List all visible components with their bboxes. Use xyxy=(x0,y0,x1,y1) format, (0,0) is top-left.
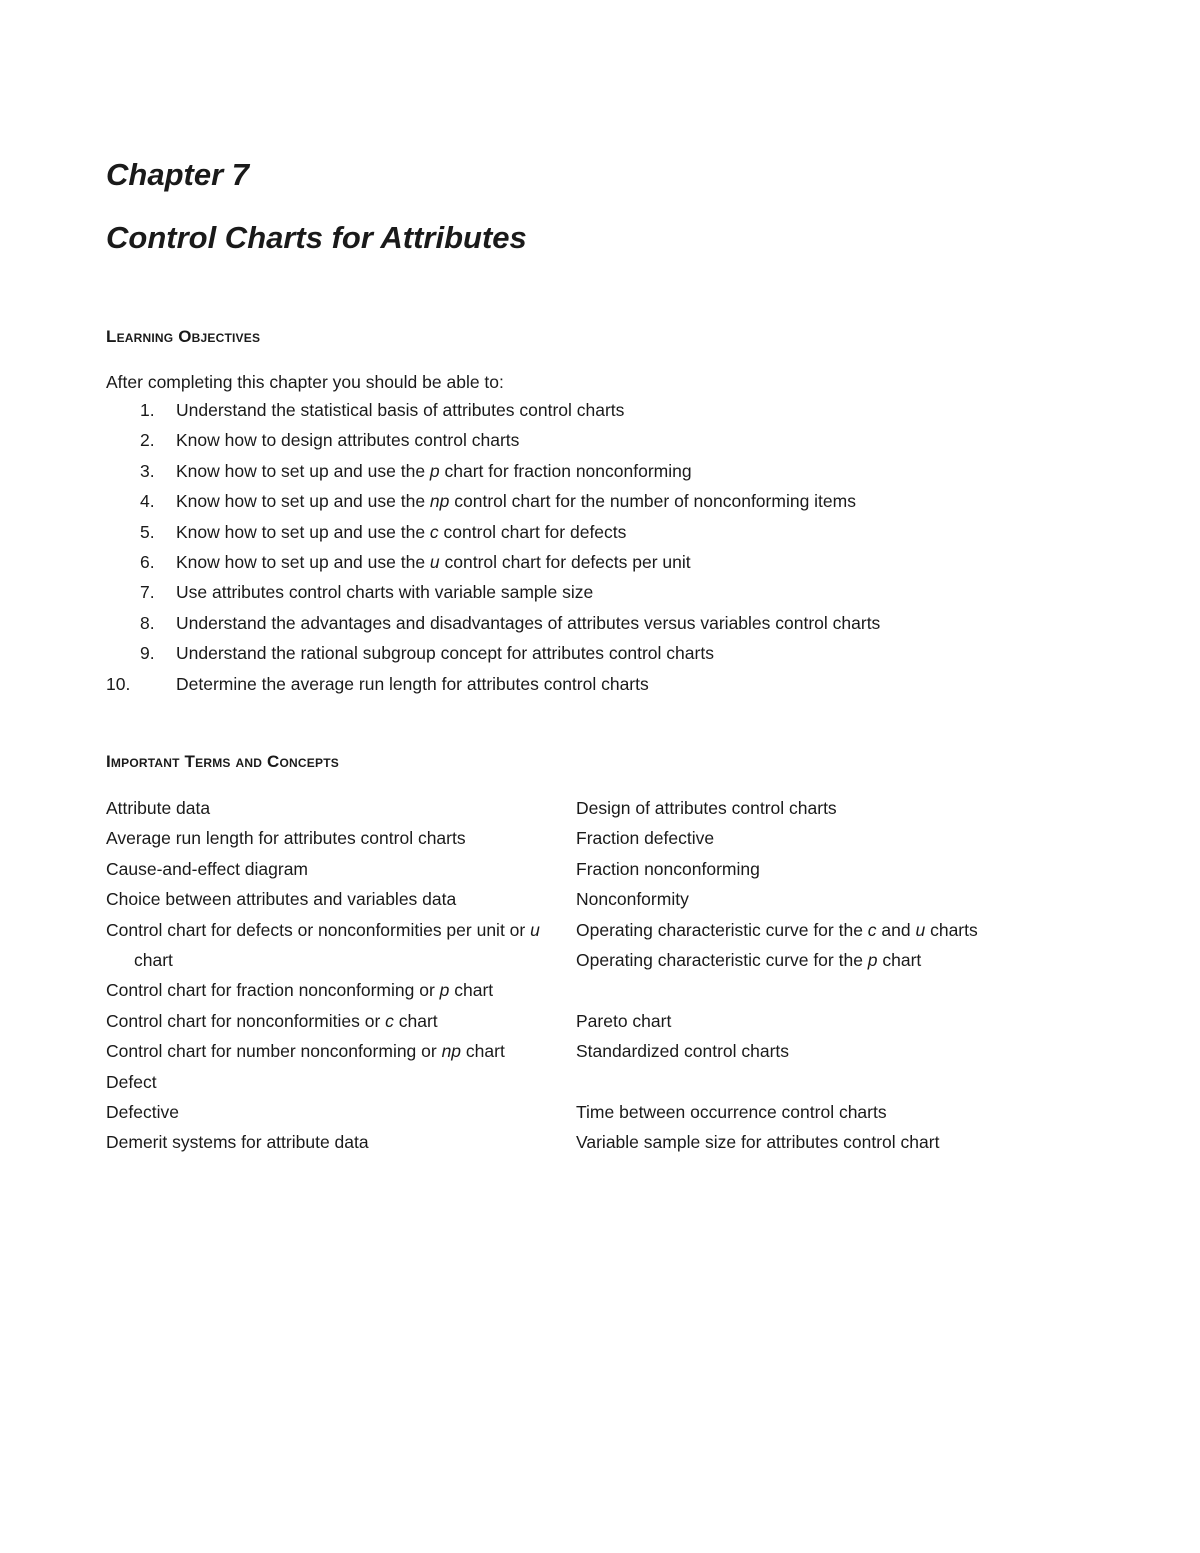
terms-left-column xyxy=(106,793,566,1158)
chapter-title: Chapter 7 xyxy=(106,157,249,192)
objective-number: 6. xyxy=(140,551,155,572)
objective-item xyxy=(106,672,880,702)
terms-heading: Important Terms and Concepts xyxy=(106,752,339,771)
objective-item xyxy=(106,398,880,428)
term-text-post: chart xyxy=(877,950,922,971)
term-text-mid: and xyxy=(876,919,916,940)
objective-item xyxy=(106,641,880,671)
term-chart-symbol: p xyxy=(867,950,878,971)
objective-text-post: chart for fraction nonconforming xyxy=(439,460,692,481)
objective-number: 4. xyxy=(140,491,155,512)
objective-number: 10. xyxy=(106,673,131,694)
objective-item xyxy=(106,580,880,610)
term-chart-symbol: np xyxy=(441,1041,462,1062)
term-item: Average run length for attributes control charts xyxy=(106,828,466,849)
term-item: Standardized control charts xyxy=(576,1041,790,1062)
objective-chart-symbol: np xyxy=(429,491,450,512)
objective-text-post: control chart for the number of nonconforming items xyxy=(449,491,856,512)
objective-chart-symbol: p xyxy=(429,460,440,481)
objective-text-pre: Know how to set up and use the xyxy=(176,521,430,542)
term-text-post: chart xyxy=(449,980,494,1001)
term-item: Fraction nonconforming xyxy=(576,858,760,879)
term-item: Time between occurrence control charts xyxy=(576,1102,887,1123)
term-item: Nonconformity xyxy=(576,889,689,910)
term-text-post: chart xyxy=(134,950,173,971)
objective-item xyxy=(106,489,880,519)
chapter-subtitle: Control Charts for Attributes xyxy=(106,220,527,255)
objective-chart-symbol: c xyxy=(429,521,439,542)
objective-item xyxy=(106,611,880,641)
objective-text-post: control chart for defects xyxy=(438,521,627,542)
objective-chart-symbol: u xyxy=(429,551,440,572)
objective-item xyxy=(106,428,880,458)
objective-number: 1. xyxy=(140,400,155,420)
term-chart-symbol: u xyxy=(915,919,926,940)
objective-item xyxy=(106,550,880,580)
objective-text: Understand the rational subgroup concept for attributes control charts xyxy=(176,643,714,664)
objectives-intro: After completing this chapter you should be able to: xyxy=(106,372,504,392)
term-text-pre: Operating characteristic curve for the xyxy=(576,919,868,940)
term-text-pre: Control chart for nonconformities or xyxy=(106,1010,386,1031)
objective-text-post: control chart for defects per unit xyxy=(439,551,691,572)
learning-objectives-heading: Learning Objectives xyxy=(106,327,261,346)
term-chart-symbol: c xyxy=(385,1010,394,1031)
objective-number: 8. xyxy=(140,612,155,633)
objective-text-pre: Know how to set up and use the xyxy=(176,491,430,512)
term-item: Choice between attributes and variables data xyxy=(106,889,457,910)
term-chart-symbol: c xyxy=(867,919,877,940)
objective-text: Understand the statistical basis of attributes control charts xyxy=(176,400,625,420)
term-item xyxy=(106,975,566,1005)
term-item xyxy=(106,1036,566,1066)
term-item: Defective xyxy=(106,1102,179,1123)
term-text-pre: Control chart for defects or nonconformities per unit or xyxy=(106,919,531,940)
term-item: Design of attributes control charts xyxy=(576,798,837,818)
term-text-post: chart xyxy=(461,1041,505,1062)
objective-number: 3. xyxy=(140,460,155,481)
term-text-pre: Control chart for number nonconforming or xyxy=(106,1041,442,1062)
objective-item xyxy=(106,520,880,550)
objective-text: Understand the advantages and disadvantages of attributes versus variables control charts xyxy=(176,612,881,633)
term-chart-symbol: p xyxy=(439,980,450,1001)
term-item: Cause-and-effect diagram xyxy=(106,858,309,879)
term-item xyxy=(576,915,1036,945)
term-item: Pareto chart xyxy=(576,1010,672,1031)
term-item xyxy=(106,915,566,976)
objective-text: Use attributes control charts with variable sample size xyxy=(176,582,594,603)
spacer xyxy=(576,1067,1036,1097)
term-item: Fraction defective xyxy=(576,828,715,849)
objective-text-pre: Know how to set up and use the xyxy=(176,551,430,572)
spacer xyxy=(576,975,1036,1005)
term-text-post: charts xyxy=(925,919,978,940)
term-chart-symbol: u xyxy=(530,919,540,940)
objective-text-pre: Know how to set up and use the xyxy=(176,460,430,481)
objective-text: Know how to design attributes control charts xyxy=(176,430,520,451)
term-item xyxy=(106,1006,566,1036)
terms-right-column xyxy=(576,793,1036,1158)
term-item xyxy=(576,945,1036,975)
term-item: Defect xyxy=(106,1071,157,1092)
term-text-pre: Control chart for fraction nonconforming or xyxy=(106,980,440,1001)
term-item: Variable sample size for attributes control chart xyxy=(576,1132,940,1153)
objectives-list xyxy=(106,398,880,702)
objective-number: 5. xyxy=(140,521,155,542)
objective-text: Determine the average run length for attributes control charts xyxy=(176,673,649,694)
objective-number: 9. xyxy=(140,643,155,664)
term-item: Demerit systems for attribute data xyxy=(106,1132,369,1153)
term-text-post: chart xyxy=(393,1010,438,1031)
term-item: Attribute data xyxy=(106,798,211,818)
objective-number: 7. xyxy=(140,582,155,603)
objective-item xyxy=(106,459,880,489)
term-text-pre: Operating characteristic curve for the xyxy=(576,950,868,971)
objective-number: 2. xyxy=(140,430,155,451)
